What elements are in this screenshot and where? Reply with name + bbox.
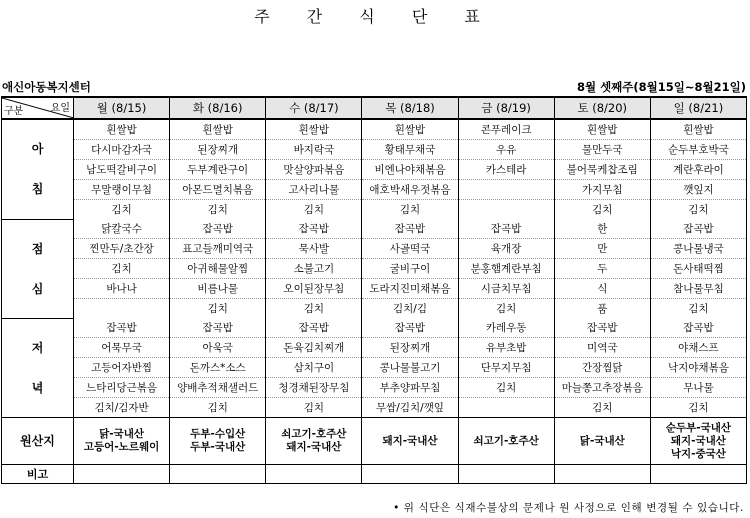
corner-cell — [2, 97, 74, 119]
menu-item: 애호박새우젓볶음 — [362, 180, 458, 200]
origin-line: 순두부-국내산 — [665, 421, 732, 434]
meal-label-char: 녁 — [31, 380, 44, 395]
menu-item: 도라지진미채볶음 — [362, 279, 458, 299]
menu-item: 육개장 — [458, 239, 554, 259]
menu-item: 돈까스*소스 — [170, 358, 266, 378]
origin-label: 원산지 — [2, 418, 74, 465]
menu-item: 잡곡밥 — [650, 318, 746, 338]
menu-item: 비엔나야채볶음 — [362, 160, 458, 180]
menu-item: 간장찜닭 — [554, 358, 650, 378]
menu-item: 잡곡밥 — [362, 318, 458, 338]
menu-item: 김치 — [554, 200, 650, 220]
menu-item: 고사리나물 — [266, 180, 362, 200]
menu-item: 잡곡밥 — [74, 318, 170, 338]
menu-item: 김치 — [554, 398, 650, 418]
menu-item: 유부초밥 — [458, 338, 554, 358]
meal-label-char: 아 — [31, 142, 44, 157]
menu-item: 순두부호박국 — [650, 140, 746, 160]
menu-item: 잡곡밥 — [362, 219, 458, 239]
menu-item: 잡곡밥 — [170, 318, 266, 338]
day-header: 화 (8/16) — [170, 97, 266, 119]
menu-item: 닭칼국수 — [74, 219, 170, 239]
menu-item: 사골떡국 — [362, 239, 458, 259]
menu-item: 된장찌개 — [170, 140, 266, 160]
origin-line: 돼지-국내산 — [286, 441, 342, 453]
menu-item: 바지락국 — [266, 140, 362, 160]
menu-item: 흰쌀밥 — [170, 119, 266, 140]
menu-item: 흰쌀밥 — [74, 119, 170, 140]
menu-row — [2, 219, 747, 239]
menu-item: 느타리당근볶음 — [74, 378, 170, 398]
menu-item: 물만두국 — [554, 140, 650, 160]
origin-line: 닭-국내산 — [99, 428, 145, 440]
meal-label-char: 침 — [31, 182, 44, 197]
menu-item: 굴비구이 — [362, 259, 458, 279]
menu-item: 무나물 — [650, 378, 746, 398]
meal-label — [2, 219, 74, 318]
menu-row — [2, 338, 747, 358]
menu-item: 돈사태떡찜 — [650, 259, 746, 279]
origin-line: 두부-국내산 — [190, 441, 246, 453]
origin-line: 돼지-국내산 — [382, 434, 438, 447]
menu-item: 김치 — [266, 299, 362, 319]
menu-item: 가지무침 — [554, 180, 650, 200]
menu-item: 청경채된장무침 — [266, 378, 362, 398]
menu-item: 시금치무침 — [458, 279, 554, 299]
menu-item: 단무지무침 — [458, 358, 554, 378]
menu-item: 아귀해물알찜 — [170, 259, 266, 279]
menu-row — [2, 239, 747, 259]
menu-item: 분홍햄계란부침 — [458, 259, 554, 279]
meal-label-char: 심 — [31, 281, 44, 296]
day-header: 일 (8/21) — [650, 97, 746, 119]
origin-cell — [74, 418, 170, 465]
menu-item: 황태무채국 — [362, 140, 458, 160]
menu-item: 잡곡밥 — [266, 219, 362, 239]
menu-item: 흰쌀밥 — [554, 119, 650, 140]
corner-label-day: 요일 — [50, 103, 70, 114]
remark-cell — [650, 465, 746, 484]
menu-item: 흰쌀밥 — [266, 119, 362, 140]
menu-item: 무말랭이무침 — [74, 180, 170, 200]
menu-item: 오이된장무침 — [266, 279, 362, 299]
menu-item: 고등어자반찜 — [74, 358, 170, 378]
origin-cell — [362, 418, 458, 465]
menu-item — [458, 200, 554, 220]
remark-row — [2, 465, 747, 484]
menu-item: 잡곡밥 — [266, 318, 362, 338]
menu-item: 콩나물불고기 — [362, 358, 458, 378]
origin-line: 닭-국내산 — [579, 434, 625, 447]
menu-item — [458, 180, 554, 200]
menu-item — [74, 299, 170, 319]
meal-body — [2, 119, 747, 418]
menu-item: 만 — [554, 239, 650, 259]
remark-cell — [266, 465, 362, 484]
remark-cell — [170, 465, 266, 484]
menu-item: 콩나물냉국 — [650, 239, 746, 259]
menu-item: 김치 — [170, 200, 266, 220]
menu-row — [2, 119, 747, 140]
menu-item: 낙지야채볶음 — [650, 358, 746, 378]
menu-item: 삼치구이 — [266, 358, 362, 378]
menu-item: 계란후라이 — [650, 160, 746, 180]
menu-item: 깻잎지 — [650, 180, 746, 200]
menu-item: 된장찌개 — [362, 338, 458, 358]
menu-item: 김치 — [650, 200, 746, 220]
origin-cell — [266, 418, 362, 465]
menu-item: 잡곡밥 — [554, 318, 650, 338]
menu-item: 콘푸레이크 — [458, 119, 554, 140]
menu-item: 김치 — [74, 259, 170, 279]
origin-cell — [554, 418, 650, 465]
menu-item: 미역국 — [554, 338, 650, 358]
origin-line: 낙지-중국산 — [670, 447, 726, 460]
menu-row — [2, 398, 747, 418]
menu-item: 양배추적채샐러드 — [170, 378, 266, 398]
menu-item: 김치 — [170, 398, 266, 418]
origin-line: 쇠고기-호주산 — [473, 434, 539, 447]
origin-cell — [458, 418, 554, 465]
menu-item: 아몬드멸치볶음 — [170, 180, 266, 200]
day-header: 수 (8/17) — [266, 97, 362, 119]
meal-label — [2, 119, 74, 219]
menu-item: 소불고기 — [266, 259, 362, 279]
menu-row — [2, 358, 747, 378]
menu-item: 잡곡밥 — [170, 219, 266, 239]
menu-item — [458, 398, 554, 418]
footnote: • 위 식단은 식재수불상의 문제나 원 사정으로 인해 변경될 수 있습니다. — [393, 502, 744, 514]
header-row — [2, 97, 747, 119]
menu-item: 돈육김치찌개 — [266, 338, 362, 358]
menu-item: 두부계란구이 — [170, 160, 266, 180]
menu-item: 남도떡갈비구이 — [74, 160, 170, 180]
menu-item: 흰쌀밥 — [362, 119, 458, 140]
origin-row — [2, 418, 747, 465]
menu-item: 잡곡밥 — [458, 219, 554, 239]
meal-label-char: 점 — [31, 241, 44, 256]
origin-line: 고등어-노르웨이 — [83, 441, 160, 453]
menu-item: 식 — [554, 279, 650, 299]
menu-item: 김치 — [266, 398, 362, 418]
menu-item: 부추양파무침 — [362, 378, 458, 398]
meal-plan-table — [1, 96, 747, 484]
menu-item: 맛살양파볶음 — [266, 160, 362, 180]
remark-cell — [458, 465, 554, 484]
menu-row — [2, 378, 747, 398]
origin-line: 쇠고기-호주산 — [281, 428, 347, 440]
menu-item: 품 — [554, 299, 650, 319]
menu-item: 우유 — [458, 140, 554, 160]
menu-item: 김치/김자반 — [74, 398, 170, 418]
origin-line: 두부-수입산 — [190, 428, 246, 440]
meal-label-char: 저 — [31, 340, 44, 355]
menu-item: 참나물무침 — [650, 279, 746, 299]
origin-line: 돼지-국내산 — [670, 434, 726, 447]
center-name: 애신아동복지센터 — [2, 80, 91, 94]
menu-row — [2, 279, 747, 299]
menu-item: 카레우동 — [458, 318, 554, 338]
remark-cell — [74, 465, 170, 484]
menu-item: 카스테라 — [458, 160, 554, 180]
menu-item: 김치 — [650, 299, 746, 319]
menu-item: 표고들깨미역국 — [170, 239, 266, 259]
menu-item: 김치/김 — [362, 299, 458, 319]
menu-item: 김치 — [458, 299, 554, 319]
menu-item: 아욱국 — [170, 338, 266, 358]
menu-item: 비름나물 — [170, 279, 266, 299]
origin-cell — [650, 418, 746, 465]
menu-item: 다시마감자국 — [74, 140, 170, 160]
menu-item: 묵사발 — [266, 239, 362, 259]
page-title: 주 간 식 단 표 — [254, 7, 496, 26]
menu-item: 찐만두/초간장 — [74, 239, 170, 259]
day-header: 목 (8/18) — [362, 97, 458, 119]
menu-item: 김치 — [266, 200, 362, 220]
menu-item: 김치 — [74, 200, 170, 220]
menu-item: 김치 — [458, 378, 554, 398]
remark-label: 비고 — [2, 465, 74, 484]
meal-label — [2, 318, 74, 418]
menu-row — [2, 160, 747, 180]
menu-item: 바나나 — [74, 279, 170, 299]
day-header: 토 (8/20) — [554, 97, 650, 119]
menu-item: 야채스프 — [650, 338, 746, 358]
menu-row — [2, 200, 747, 220]
menu-item: 흰쌀밥 — [650, 119, 746, 140]
menu-row — [2, 140, 747, 160]
menu-item: 김치 — [362, 200, 458, 220]
menu-item: 무쌈/김치/깻잎 — [362, 398, 458, 418]
day-header: 금 (8/19) — [458, 97, 554, 119]
menu-row — [2, 299, 747, 319]
menu-item: 한 — [554, 219, 650, 239]
menu-item: 마늘쫑고추장볶음 — [554, 378, 650, 398]
menu-item: 두 — [554, 259, 650, 279]
corner-label-category: 구분 — [4, 106, 24, 117]
menu-item: 어묵무국 — [74, 338, 170, 358]
origin-cell — [170, 418, 266, 465]
menu-item: 김치 — [170, 299, 266, 319]
menu-row — [2, 259, 747, 279]
menu-row — [2, 180, 747, 200]
remark-cell — [362, 465, 458, 484]
menu-item: 불어묵케찹조림 — [554, 160, 650, 180]
menu-item: 김치 — [650, 398, 746, 418]
remark-cell — [554, 465, 650, 484]
week-range: 8월 셋째주(8월15일~8월21일) — [576, 80, 746, 94]
menu-item: 잡곡밥 — [650, 219, 746, 239]
menu-row — [2, 318, 747, 338]
day-header: 월 (8/15) — [74, 97, 170, 119]
